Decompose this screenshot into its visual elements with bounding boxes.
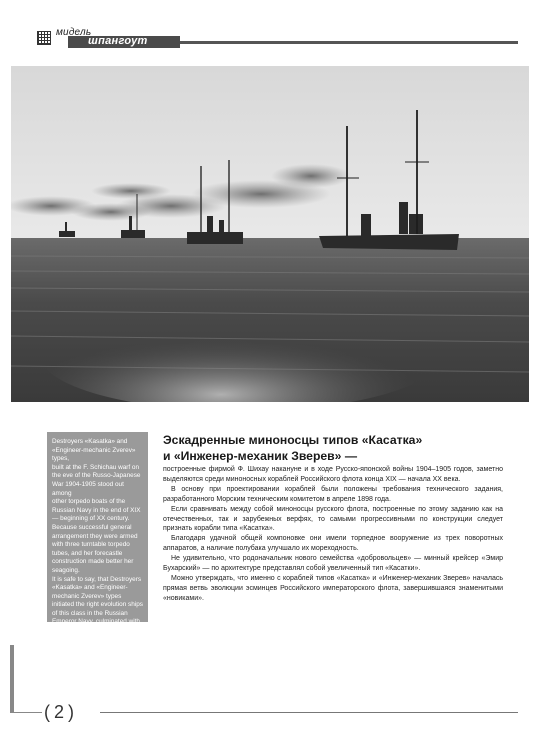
article-body xyxy=(163,465,503,604)
body-paragraph: В основу при проектировании кораблей были положены требования технического задания, разработанного Морским техническим комитетом в апреле 1898 года. xyxy=(163,485,503,503)
body-paragraph: Можно утверждать, что именно с кораблей типов «Касатка» и «Инженер-механик Зверев» началась прямая ветвь эволюции эсминцев Российского императорского флота, завершившаяся знаменитыми «новиками». xyxy=(163,574,503,602)
logo-top-text: мидель xyxy=(56,27,92,38)
photo-illustration xyxy=(11,66,529,402)
body-paragraph: Если сравнивать между собой миноносцы русского флота, построенные по этому заданию как на отечественных, так и зарубежных верфях, то самыми прогрессивными по конструкции следует признать корабли типа «Касатка». xyxy=(163,505,503,533)
body-paragraph: Благодаря удачной общей компоновке они имели торпедное вооружение из трех поворотных аппаратов, а наличие полубака улучшало их мореходность. xyxy=(163,535,503,553)
body-paragraph: Не удивительно, что родоначальник нового семейства «добровольцев» — минный крейсер «Эмир Бухарский» — по архитектуре представлял собой увеличенный тип «Касатки». xyxy=(163,555,503,573)
english-caption-box xyxy=(47,432,148,635)
caption-line: War 1904-1905 stood out among xyxy=(52,480,124,497)
article-headline xyxy=(163,433,503,464)
caption-line: Destroyers «Kasatka» and «Engineer-mechanic Zverev» types, xyxy=(52,438,136,463)
body-paragraph: построенные фирмой Ф. Шихау накануне и в ходе Русско-японской войны 1904–1905 годов, заметно выделяются среди миноносных кораблей Российского флота конца XIX — начала XX века. xyxy=(163,466,503,483)
caption-line: other torpedo boats of the Russian Navy in the end of XIX — beginning of XX century. xyxy=(52,498,141,523)
warships-at-sea-photo xyxy=(11,66,529,402)
footer-rule xyxy=(100,712,518,713)
magazine-header xyxy=(22,24,518,50)
caption-line: Because successful general arrangement they were armed with three turntable torpedo tubes, and her forecastle construction made better her seagoing. xyxy=(52,523,138,574)
header-rule xyxy=(180,41,518,44)
caption-line: built at the F. Schichau warf on xyxy=(52,463,140,471)
headline-line-2: и «Инженер-механик Зверев» — xyxy=(163,448,358,463)
caption-line: It is safe to say, that Destroyers «Kasatka» and «Engineer-mechanic Zverev» types initiated the right evolution ships of this class in the Russian Emperor Navy, culminated with famous «Noviks». xyxy=(52,575,143,635)
logo-bottom-text: шпангоут xyxy=(88,35,148,47)
magazine-logo xyxy=(54,28,180,48)
caption-line: the eve of the Russo-Japanese xyxy=(52,472,141,480)
headline-line-1: Эскадренные миноносцы типов «Касатка» xyxy=(163,433,423,447)
page-number: (2) xyxy=(44,702,78,722)
footer-rule-left xyxy=(14,712,42,713)
margin-bar xyxy=(10,645,14,713)
grid-logo-icon xyxy=(37,31,51,45)
